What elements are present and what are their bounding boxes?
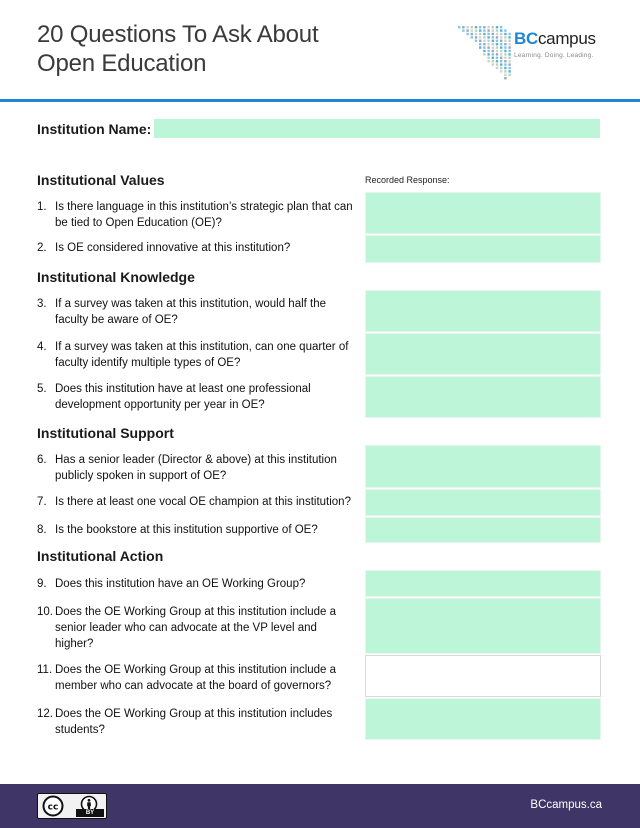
question-7: 7. Is there at least one vocal OE champion at this institution? [37,496,351,508]
bccampus-logo [456,24,606,82]
question-12: 12. Does the OE Working Group at this institution includes students? [37,708,333,736]
section-title-values: Institutional Values [37,172,165,188]
response-field-9[interactable] [365,570,601,597]
question-3: 3. If a survey was taken at this institution, would half the faculty be aware of OE? [37,298,327,326]
response-field-1[interactable] [365,192,601,234]
section-title-action: Institutional Action [37,548,164,564]
response-field-5[interactable] [365,376,601,418]
institution-name-input[interactable] [154,119,600,138]
section-title-knowledge: Institutional Knowledge [37,269,195,285]
cc-by-license-icon[interactable] [37,793,107,819]
svg-text:cc: cc [47,802,59,813]
response-field-11[interactable] [365,655,601,697]
question-6: 6. Has a senior leader (Director & above) at this institution publicly spoken in support of OE? [37,454,337,482]
bc-map-dots-icon [456,24,512,82]
response-field-7[interactable] [365,489,601,516]
footer-url-link[interactable]: BCcampus.ca [530,799,602,811]
page-title [37,20,318,78]
cc-logo-icon [41,795,65,817]
response-field-2[interactable] [365,235,601,263]
header-divider [0,99,640,102]
question-9: 9. Does this institution have an OE Working Group? [37,578,306,590]
section-title-support: Institutional Support [37,425,174,441]
license-by-label: BY [76,809,104,817]
response-field-12[interactable] [365,698,601,740]
response-field-4[interactable] [365,333,601,375]
logo-tagline: Learning. Doing. Leading. [514,52,594,59]
question-2: 2. Is OE considered innovative at this institution? [37,242,291,254]
question-10: 10. Does the OE Working Group at this institution include a senior leader who can advocate at the VP level and higher? [37,606,337,650]
question-11: 11. Does the OE Working Group at this institution include a member who can advocate at the board of governors? [37,664,337,692]
question-8: 8. Is the bookstore at this institution supportive of OE? [37,524,318,536]
title-line-2: Open Education [37,50,207,77]
question-1: 1. Is there language in this institution’s strategic plan that can be tied to Open Education (OE)? [37,201,353,229]
institution-name-label: Institution Name: [37,121,152,137]
response-field-6[interactable] [365,445,601,488]
question-4: 4. If a survey was taken at this institution, can one quarter of faculty identify multiple types of OE? [37,341,349,369]
response-field-3[interactable] [365,290,601,332]
recorded-response-header: Recorded Response: [365,175,450,185]
response-field-8[interactable] [365,517,601,543]
logo-wordmark: BCcampus [514,29,596,48]
footer-bar [0,784,640,828]
response-field-10[interactable] [365,598,601,654]
question-5: 5. Does this institution have at least one professional development opportunity per year in OE? [37,383,311,411]
title-line-1: 20 Questions To Ask About [37,21,319,48]
